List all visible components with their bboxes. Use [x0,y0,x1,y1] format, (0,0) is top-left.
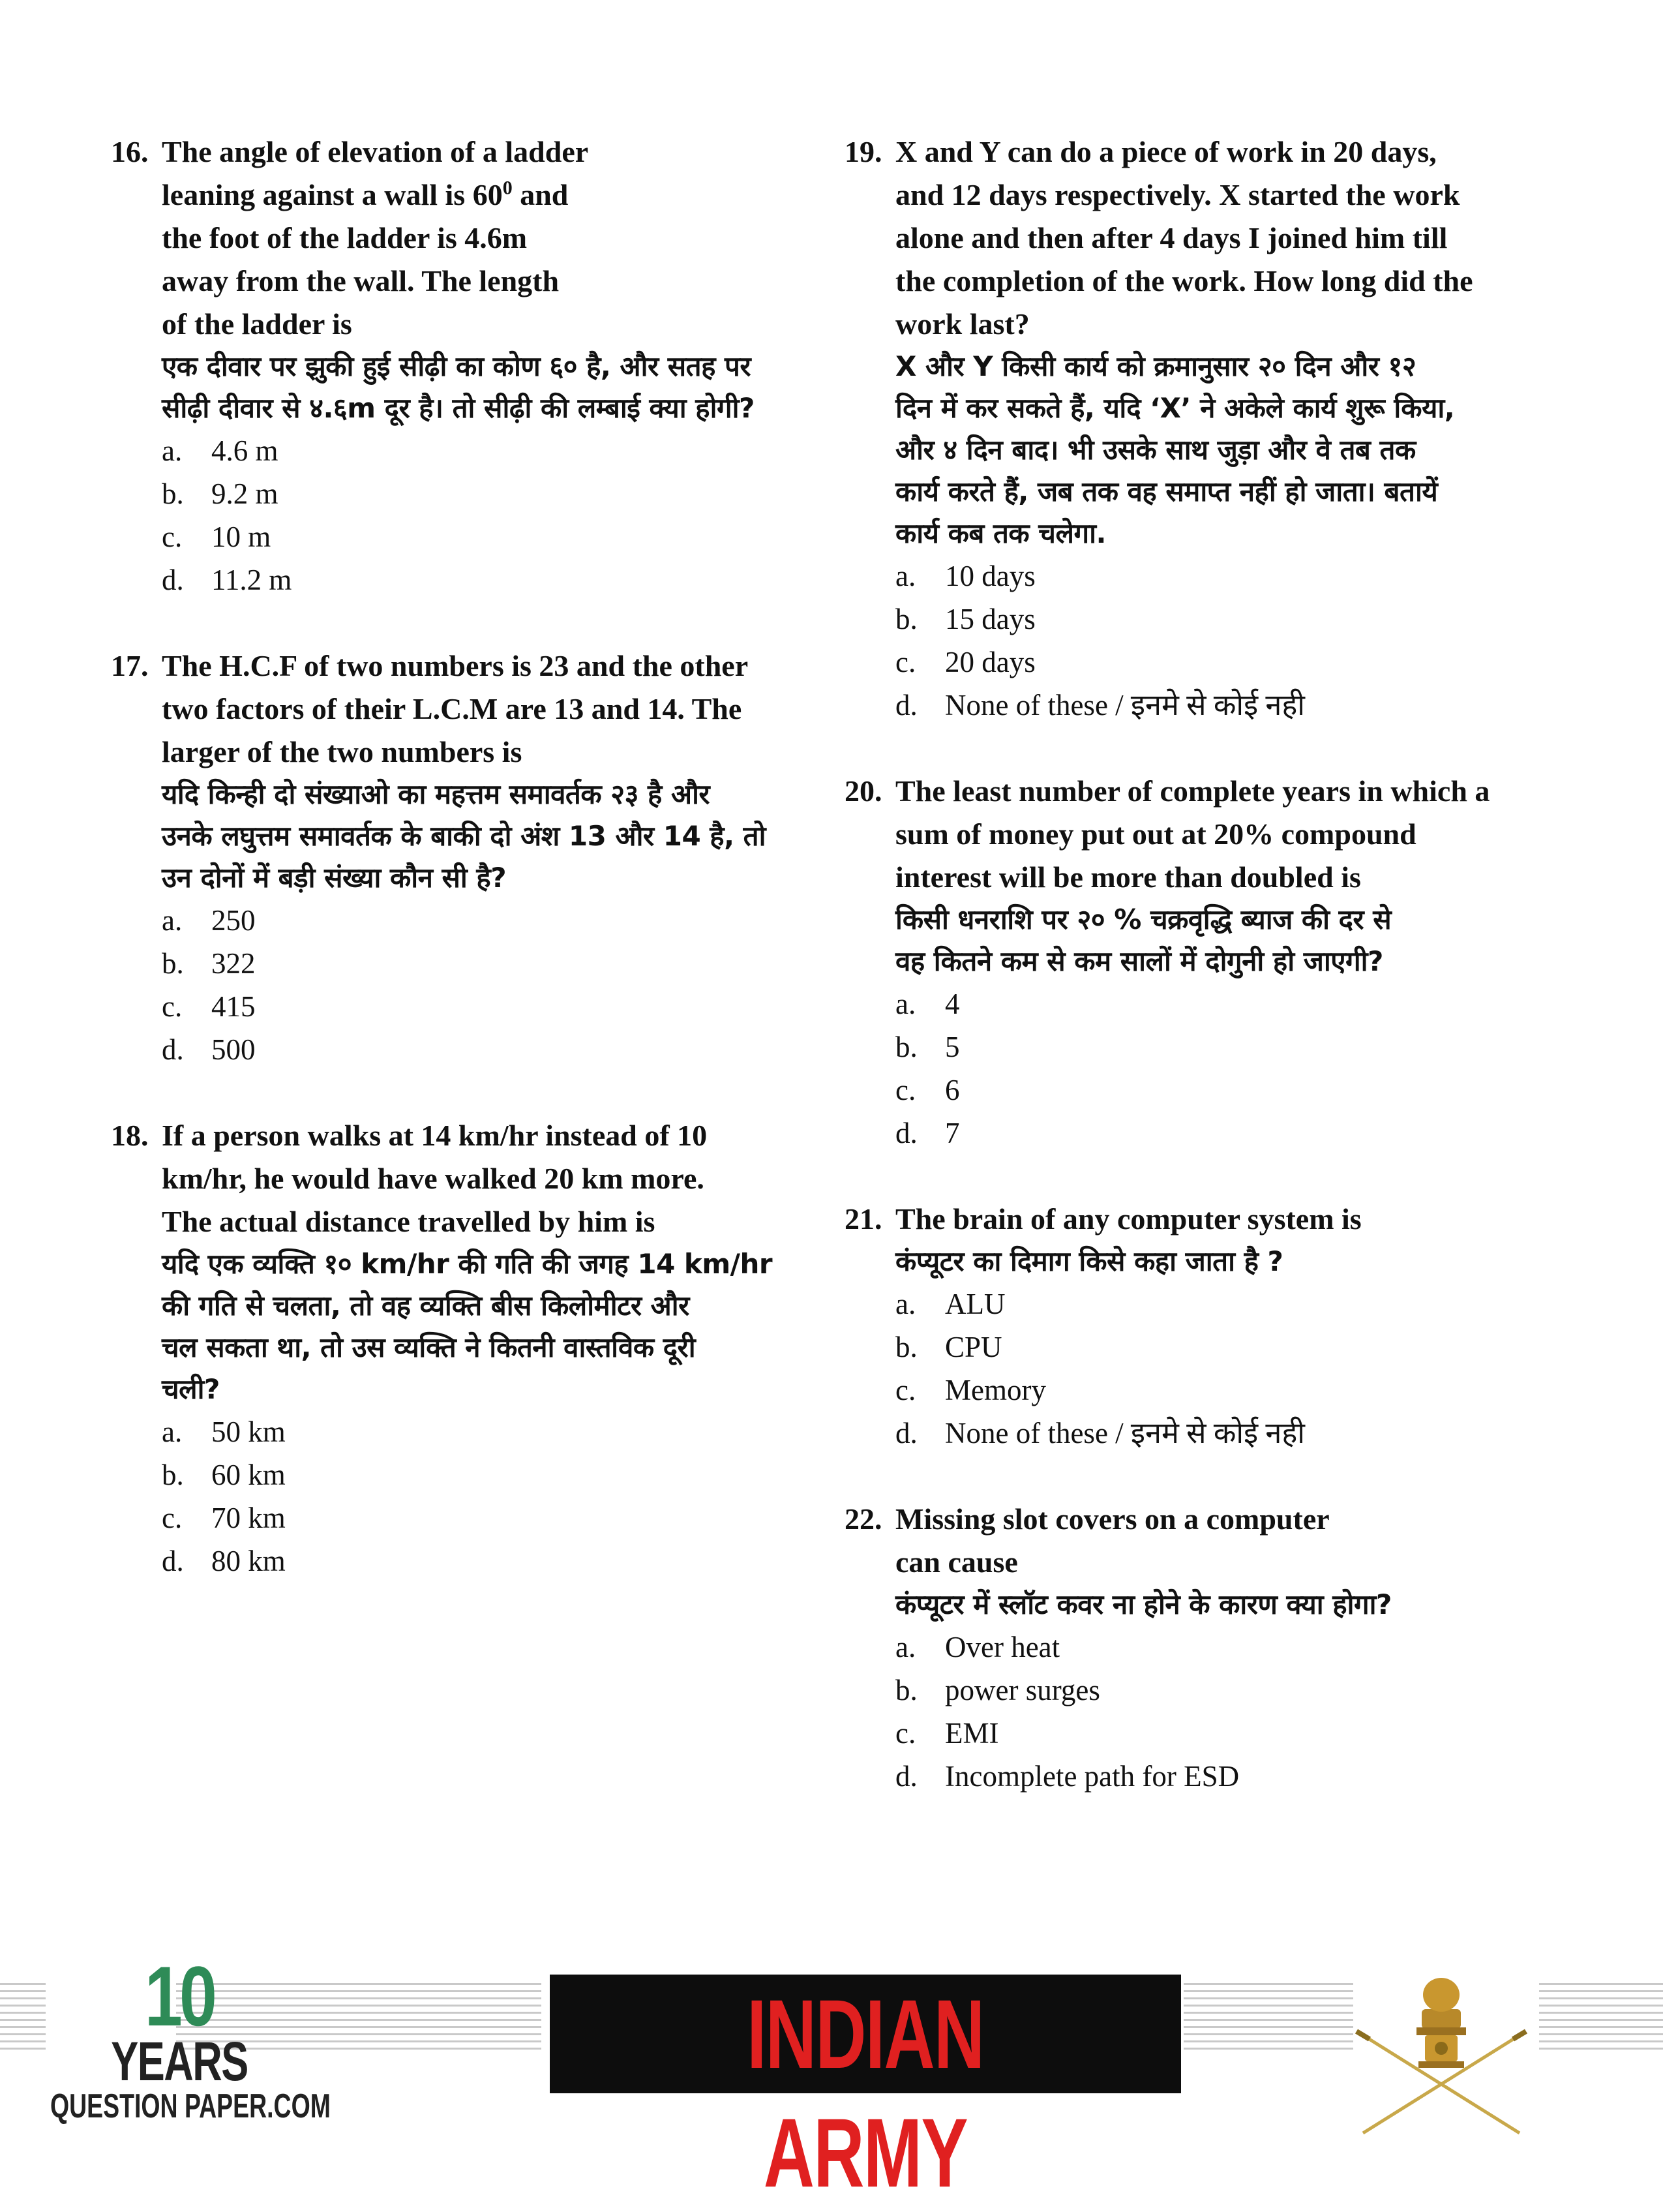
question-number: 19. [845,135,882,168]
superscript-degree: 0 [502,177,513,199]
question-21 [845,1198,1581,1455]
option-b [162,942,815,985]
option-d [895,1412,1581,1455]
option-b [162,1453,815,1496]
question-text [845,1198,1581,1241]
option-letter: d. [162,1545,184,1577]
question-text [111,1114,815,1243]
option-text: None of these / इनमे से कोई नही [945,689,1305,721]
option-letter: b. [895,603,918,635]
option-a [895,554,1581,598]
option-text: 10 m [211,521,271,553]
option-d [162,1539,815,1583]
option-text: 4 [945,988,960,1020]
logo-years: YEARS [111,2031,248,2092]
option-text: EMI [945,1717,999,1750]
option-text: ALU [945,1288,1006,1320]
option-text: Over heat [945,1631,1060,1663]
page-footer [0,1944,1663,2207]
right-column [845,130,1581,1841]
option-letter: d. [895,689,918,721]
option-c [162,1496,815,1539]
option-text: CPU [945,1331,1002,1363]
option-letter: a. [162,434,183,467]
option-a [895,1282,1581,1326]
option-text: 20 days [945,646,1036,678]
option-text: 60 km [211,1459,286,1491]
question-text [845,1498,1581,1584]
option-text: 11.2 m [211,564,292,596]
question-19 [845,130,1581,727]
logo-number: 10 [144,1948,215,2044]
question-17 [111,644,815,1071]
option-text: None of these / इनमे से कोई नही [945,1417,1305,1449]
option-letter: c. [162,1502,183,1534]
option-c [895,1068,1581,1112]
option-letter: a. [162,1416,183,1448]
question-hindi: यदि किन्ही दो संख्याओ का महत्तम समावर्तक २३ है और उनके लघुत्तम समावर्तक के बाकी दो अंश 13 और 14 है, तो उन दोनों में बड़ी संख्या कौन सी है? [162,778,766,894]
options-list [111,1410,815,1583]
option-text: 5 [945,1031,960,1063]
option-letter: c. [895,1717,916,1750]
option-b [162,472,815,515]
question-english: The brain of any computer system is [895,1202,1362,1235]
option-text: 80 km [211,1545,286,1577]
option-letter: b. [162,1459,184,1491]
options-list [845,1282,1581,1455]
question-english: Missing slot covers on a computer can cause [895,1502,1330,1579]
option-text: 250 [211,904,256,937]
option-c [162,985,815,1028]
option-c [162,515,815,558]
question-english: The least number of complete years in which a sum of money put out at 20% compound interest will be more than doubled is [895,774,1490,894]
option-c [895,1712,1581,1755]
question-hindi: X और Y किसी कार्य को क्रमानुसार २० दिन और १२ दिन में कर सकते हैं, यदि ‘X’ ने अकेले कार्य शुरू किया, और ४ दिन बाद। भी उसके साथ जुड़ा और वे तब तक कार्य करते हैं, जब तक वह समाप्त नहीं हो जाता। बतायें कार्य कब तक चलेगा. [895,350,1455,549]
option-letter: b. [895,1674,918,1706]
option-letter: d. [162,1033,184,1066]
option-text: 415 [211,990,256,1023]
question-16 [111,130,815,601]
option-d [895,684,1581,727]
question-text [111,130,815,346]
question-number: 21. [845,1202,882,1235]
question-22 [845,1498,1581,1798]
question-text [845,770,1581,899]
option-letter: a. [895,988,916,1020]
option-text: 4.6 m [211,434,278,467]
question-english: The H.C.F of two numbers is 23 and the other two factors of their L.C.M are 13 and 14. The larger of the two numbers is [162,649,749,768]
option-text: 6 [945,1074,960,1106]
option-c [895,1369,1581,1412]
option-d [895,1755,1581,1798]
option-a [162,899,815,942]
option-letter: c. [895,646,916,678]
option-letter: c. [162,990,183,1023]
banner-text: INDIAN ARMY [747,1979,984,2207]
option-letter: a. [895,1631,916,1663]
question-english: The angle of elevation of a ladder leaning against a wall is 60 [162,135,589,211]
option-letter: b. [162,477,184,510]
option-letter: c. [162,521,183,553]
option-text: power surges [945,1674,1100,1706]
option-text: 322 [211,947,256,980]
question-20 [845,770,1581,1155]
option-text: 9.2 m [211,477,278,510]
question-text [845,130,1581,346]
left-column [111,130,815,1626]
decorative-lines [1539,1983,1663,2055]
option-text: 70 km [211,1502,286,1534]
question-hindi: एक दीवार पर झुकी हुई सीढ़ी का कोण ६० है, और सतह पर सीढ़ी दीवार से ४.६m दूर है। तो सीढ़ी की लम्बाई क्या होगी? [162,350,755,424]
option-text: 500 [211,1033,256,1066]
question-hindi: कंप्यूटर का दिमाग किसे कहा जाता है ? [895,1245,1283,1277]
option-d [895,1112,1581,1155]
option-letter: d. [895,1760,918,1793]
question-hindi: यदि एक व्यक्ति १० km/hr की गति की जगह 14 km/hr की गति से चलता, तो वह व्यक्ति बीस किलोमीटर और चल सकता था, तो उस व्यक्ति ने कितनी वास्तविक दूरी चली? [162,1248,773,1405]
option-letter: d. [895,1117,918,1149]
options-list [845,554,1581,727]
option-letter: b. [895,1331,918,1363]
option-text: Incomplete path for ESD [945,1760,1240,1793]
logo-site-name: QUESTION PAPER.COM [50,2087,331,2125]
option-letter: b. [162,947,184,980]
option-text: 7 [945,1117,960,1149]
site-logo [39,1948,331,2127]
option-letter: d. [162,564,184,596]
option-text: 50 km [211,1416,286,1448]
question-number: 18. [111,1119,149,1152]
option-b [895,1669,1581,1712]
question-number: 17. [111,649,149,682]
option-text: Memory [945,1374,1046,1406]
option-d [162,1028,815,1071]
question-number: 20. [845,774,882,808]
options-list [845,1626,1581,1798]
option-letter: d. [895,1417,918,1449]
options-list [845,982,1581,1155]
option-text: 15 days [945,603,1036,635]
option-b [895,598,1581,641]
question-18 [111,1114,815,1583]
question-hindi: किसी धनराशि पर २० % चक्रवृद्धि ब्याज की दर से वह कितने कम से कम सालों में दोगुनी हो जाएगी? [895,903,1392,977]
question-number: 22. [845,1502,882,1536]
options-list [111,899,815,1071]
option-c [895,641,1581,684]
decorative-lines [1184,1983,1353,2055]
option-letter: a. [895,560,916,592]
question-english-cont: and the foot of the ladder is 4.6m away from the wall. The length of the ladder is [162,178,569,341]
indian-army-banner [550,1975,1181,2207]
option-a [162,429,815,472]
option-letter: c. [895,1074,916,1106]
option-letter: a. [895,1288,916,1320]
option-a [162,1410,815,1453]
option-letter: c. [895,1374,916,1406]
option-d [162,558,815,601]
option-a [895,982,1581,1025]
question-hindi: कंप्यूटर में स्लॉट कवर ना होने के कारण क्या होगा? [895,1588,1392,1620]
army-emblem-icon [1343,1963,1539,2140]
option-a [895,1626,1581,1669]
option-letter: a. [162,904,183,937]
option-letter: b. [895,1031,918,1063]
question-number: 16. [111,135,149,168]
option-text: 10 days [945,560,1036,592]
option-b [895,1326,1581,1369]
question-text [111,644,815,774]
question-english: X and Y can do a piece of work in 20 days, and 12 days respectively. X started the work alone and then after 4 days I joined him till the completion of the work. How long did the work last? [895,135,1473,341]
options-list [111,429,815,601]
question-english: If a person walks at 14 km/hr instead of 10 km/hr, he would have walked 20 km more. The actual distance travelled by him is [162,1119,708,1238]
option-b [895,1025,1581,1068]
